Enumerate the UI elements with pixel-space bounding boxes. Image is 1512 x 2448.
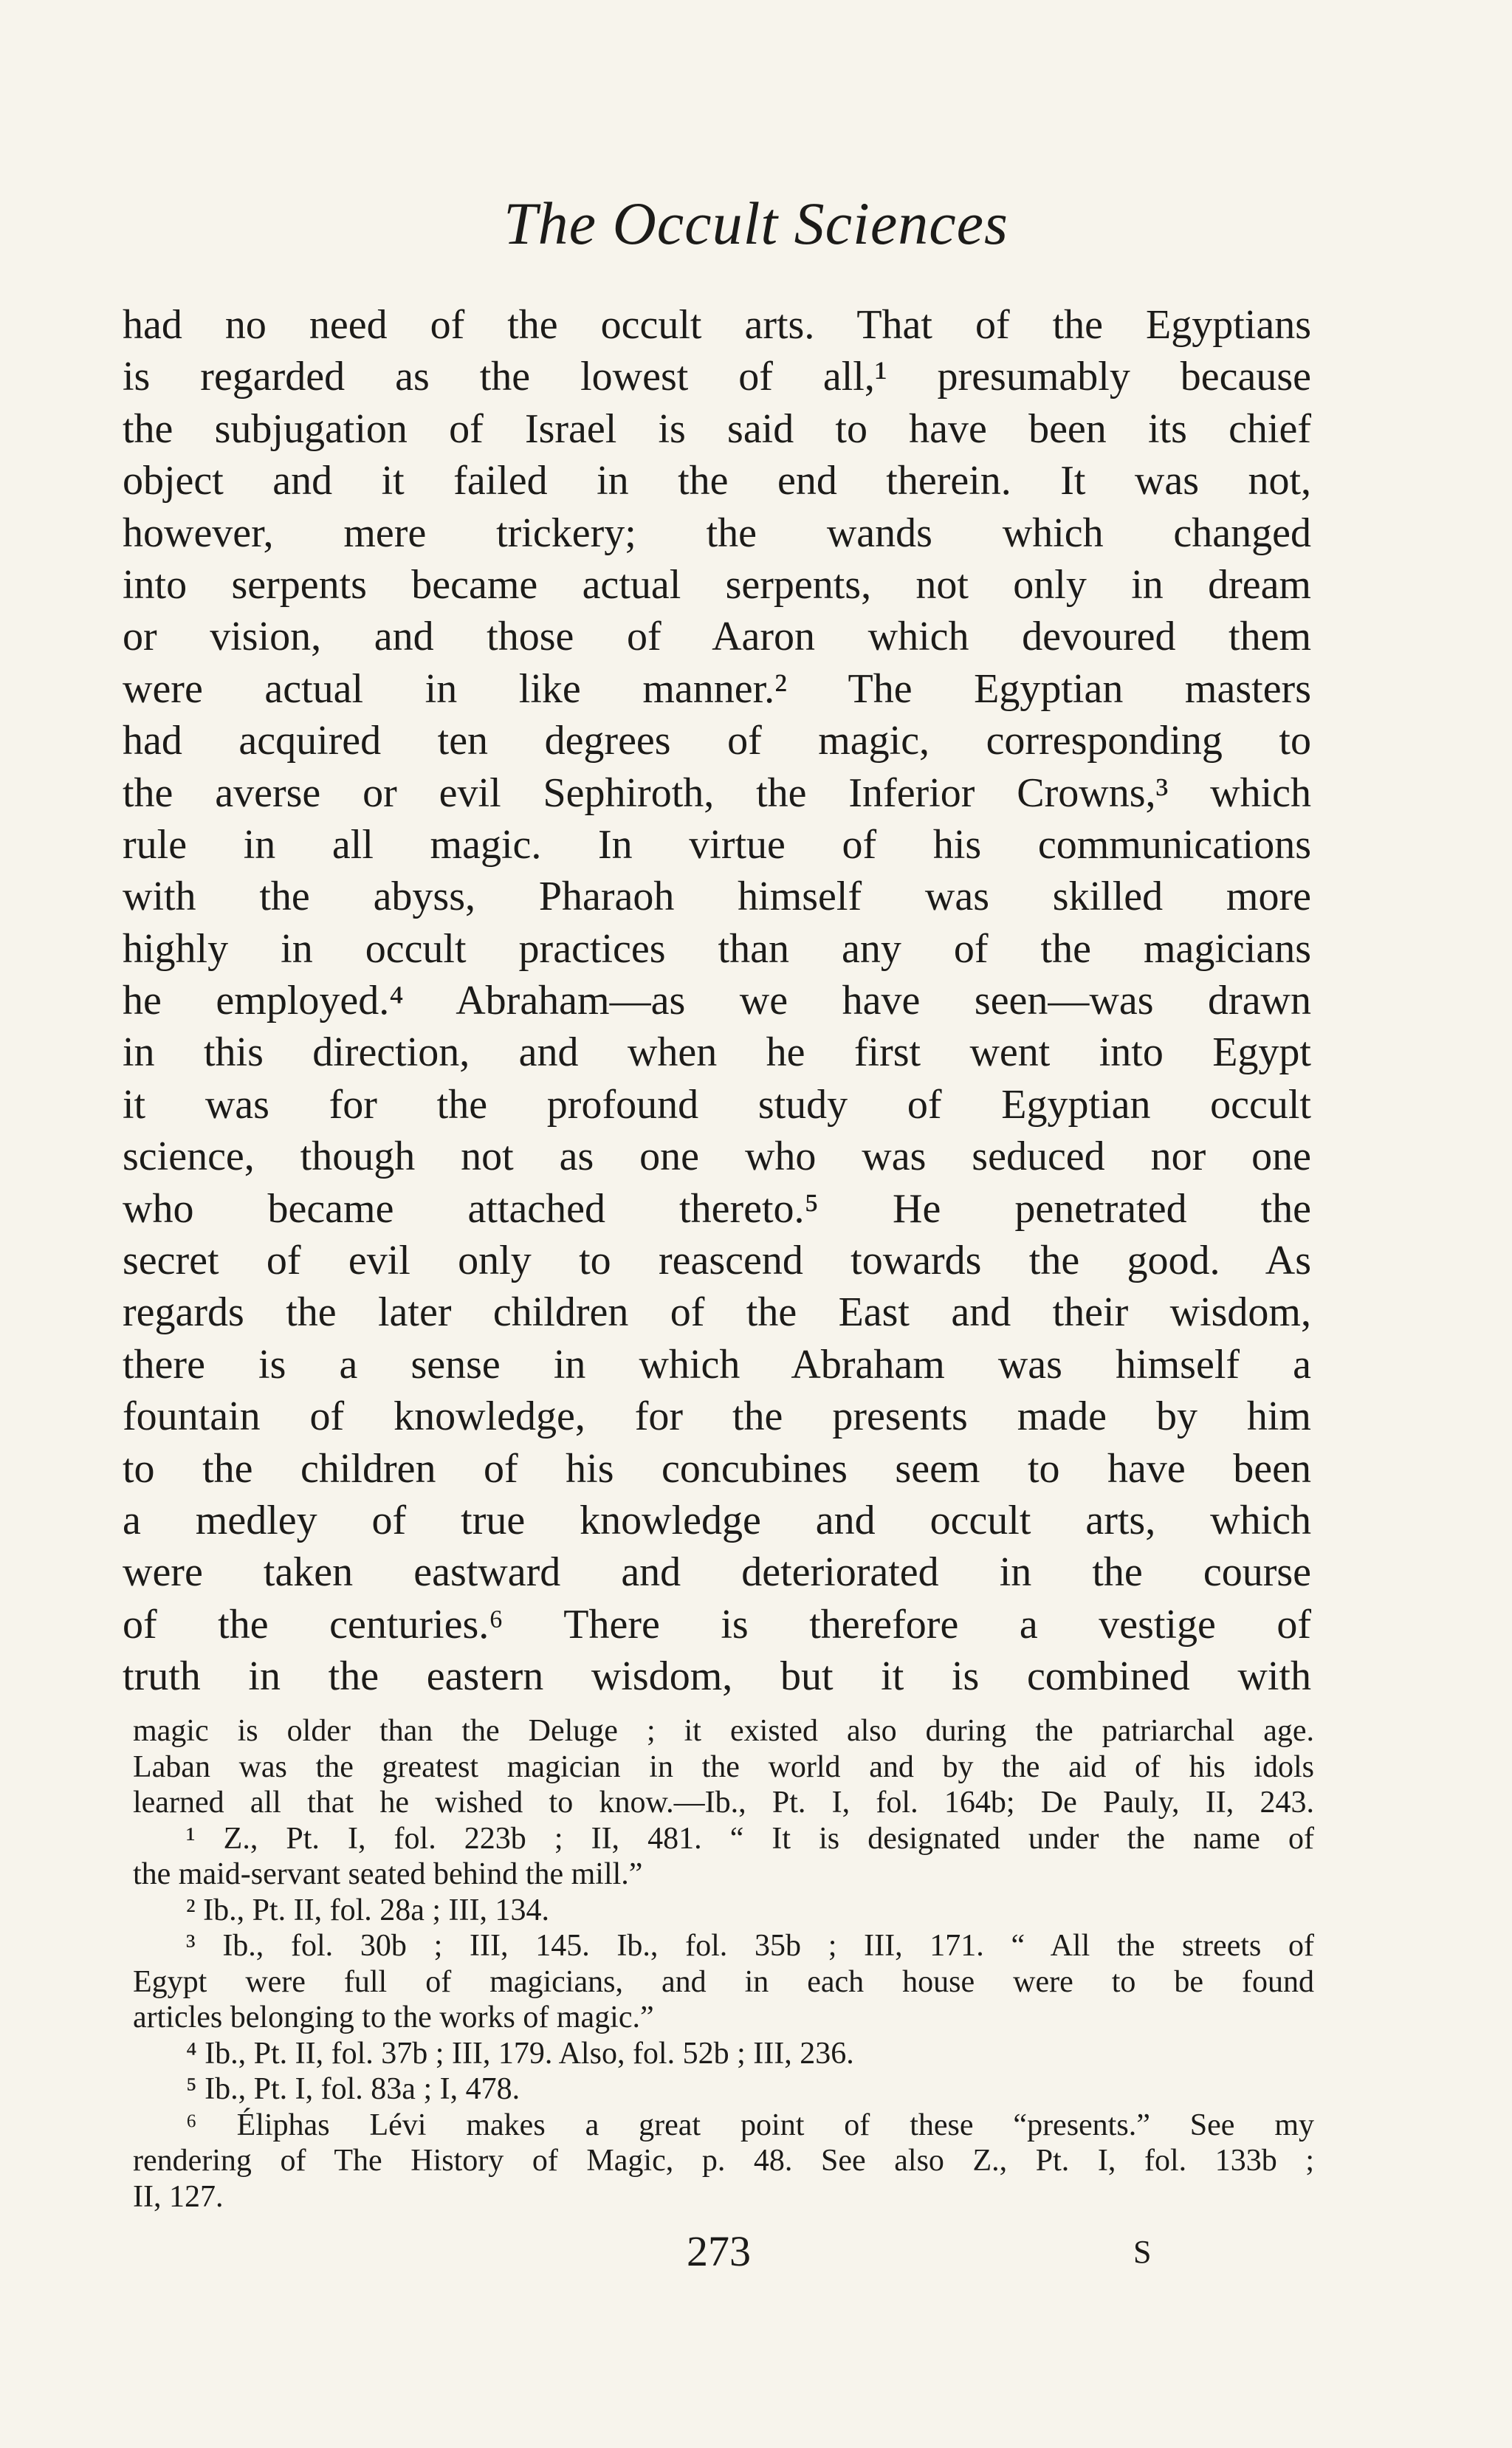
body-line: however, mere trickery; the wands which changed bbox=[123, 510, 1311, 556]
body-line: it was for the profound study of Egyptian occult bbox=[123, 1081, 1311, 1128]
footnote-line: magic is older than the Deluge ; it existed also during the patriarchal age. bbox=[133, 1714, 1314, 1748]
body-line: had no need of the occult arts. That of the Egyptians bbox=[123, 302, 1311, 348]
body-line: science, though not as one who was seduced nor one bbox=[123, 1134, 1311, 1180]
footnote-line: ⁴ Ib., Pt. II, fol. 37b ; III, 179. Also, fol. 52b ; III, 236. bbox=[186, 2036, 854, 2071]
body-text bbox=[123, 299, 1311, 1703]
footnote-line: II, 127. bbox=[133, 2179, 224, 2214]
footnotes bbox=[133, 1713, 1314, 2215]
body-line: with the abyss, Pharaoh himself was skilled more bbox=[123, 874, 1311, 920]
footnote-line: articles belonging to the works of magic.” bbox=[133, 2000, 654, 2034]
body-line: the subjugation of Israel is said to have been its chief bbox=[123, 405, 1311, 452]
body-line: secret of evil only to reascend towards the good. As bbox=[123, 1238, 1311, 1284]
footnote-line: learned all that he wished to know.—Ib., Pt. I, fol. 164b; De Pauly, II, 243. bbox=[133, 1786, 1314, 1820]
footnote-line: rendering of The History of Magic, p. 48. See also Z., Pt. I, fol. 133b ; bbox=[133, 2144, 1314, 2178]
footnote-line: ⁵ Ib., Pt. I, fol. 83a ; I, 478. bbox=[186, 2072, 520, 2106]
body-line: into serpents became actual serpents, not only in dream bbox=[123, 561, 1311, 608]
body-line: who became attached thereto.⁵ He penetrated the bbox=[123, 1185, 1311, 1232]
body-line: had acquired ten degrees of magic, corresponding to bbox=[123, 718, 1311, 764]
footnote-line: ³ Ib., fol. 30b ; III, 145. Ib., fol. 35b ; III, 171. “ All the streets of bbox=[186, 1929, 1314, 1963]
body-line: object and it failed in the end therein. It was not, bbox=[123, 458, 1311, 504]
body-line: truth in the eastern wisdom, but it is combined with bbox=[123, 1653, 1311, 1700]
body-line: were actual in like manner.² The Egyptian masters bbox=[123, 665, 1311, 712]
footnote-line: ⁶ Éliphas Lévi makes a great point of these “presents.” See my bbox=[186, 2108, 1314, 2142]
body-line: a medley of true knowledge and occult arts, which bbox=[123, 1497, 1311, 1543]
body-line: there is a sense in which Abraham was himself a bbox=[123, 1341, 1311, 1388]
body-line: the averse or evil Sephiroth, the Inferior Crowns,³ which bbox=[123, 769, 1311, 816]
body-line: of the centuries.⁶ There is therefore a vestige of bbox=[123, 1601, 1311, 1648]
body-line: fountain of knowledge, for the presents made by him bbox=[123, 1393, 1311, 1440]
body-line: regards the later children of the East and their wisdom, bbox=[123, 1289, 1311, 1336]
body-line: in this direction, and when he first went into Egypt bbox=[123, 1029, 1311, 1076]
body-line: rule in all magic. In virtue of his communications bbox=[123, 821, 1311, 868]
body-line: is regarded as the lowest of all,¹ presumably because bbox=[123, 354, 1311, 400]
body-line: highly in occult practices than any of the magicians bbox=[123, 925, 1311, 972]
running-head: The Occult Sciences bbox=[504, 190, 1008, 257]
footnote-line: Laban was the greatest magician in the world and by the aid of his idols bbox=[133, 1749, 1314, 1784]
body-line: to the children of his concubines seem to have been bbox=[123, 1445, 1311, 1492]
footnote-line: Egypt were full of magicians, and in each house were to be found bbox=[133, 1964, 1314, 1999]
body-line: or vision, and those of Aaron which devoured them bbox=[123, 614, 1311, 660]
signature-mark: S bbox=[1133, 2234, 1152, 2270]
page-number: 273 bbox=[687, 2227, 751, 2275]
body-line: were taken eastward and deteriorated in the course bbox=[123, 1549, 1311, 1596]
footnote-line: ² Ib., Pt. II, fol. 28a ; III, 134. bbox=[186, 1893, 550, 1927]
body-line: he employed.⁴ Abraham—as we have seen—was drawn bbox=[123, 978, 1311, 1024]
footnote-line: the maid-servant seated behind the mill.” bbox=[133, 1857, 643, 1891]
footnote-line: ¹ Z., Pt. I, fol. 223b ; II, 481. “ It is designated under the name of bbox=[186, 1821, 1314, 1856]
